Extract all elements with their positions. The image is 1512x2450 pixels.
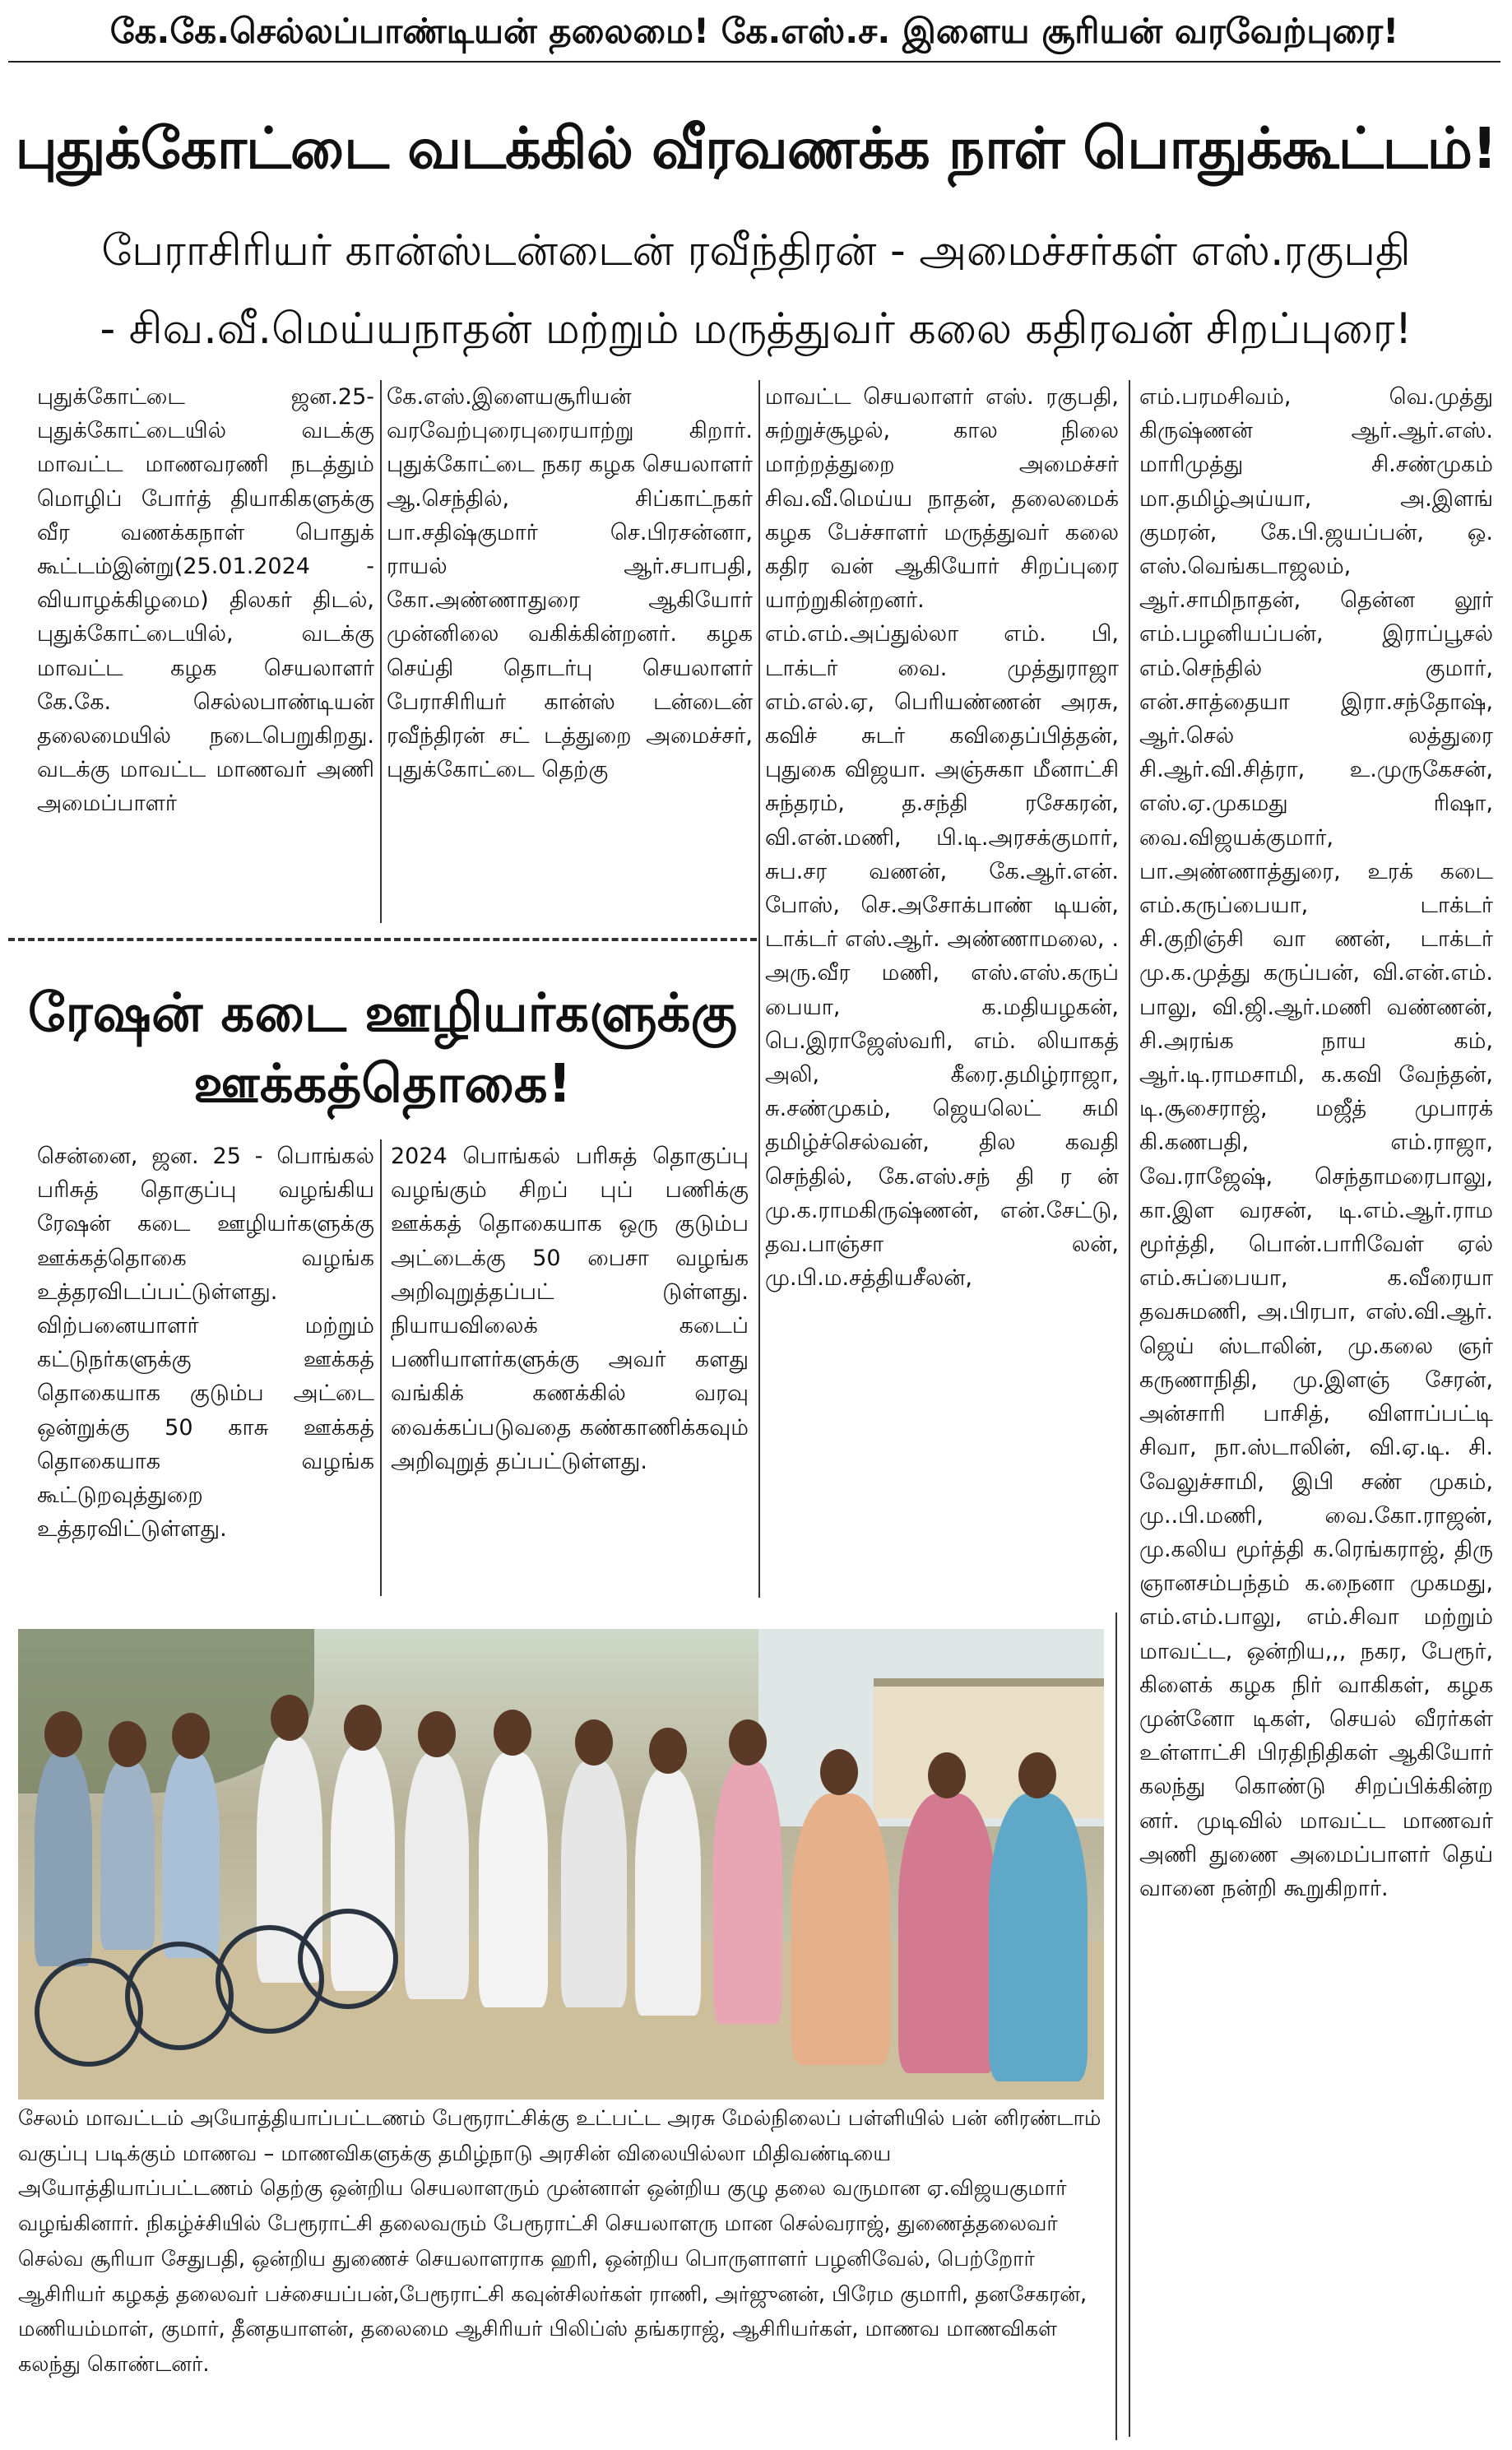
subhead-line-1: பேராசிரியர் கான்ஸ்டன்டைன் ரவீந்திரன் - அமைச்சர்கள் எஸ்.ரகுபதி: [101, 226, 1411, 276]
article1-col4: எம்.பரமசிவம், வெ.முத்து கிருஷ்ணன் ஆர்.ஆர்.எஸ். மாரிமுத்து சி.சண்முகம் மா.தமிழ்அய்யா, அ.இளங் குமரன், கே.பி.ஜயப்பன், ஒ. எஸ்.வெங்கடாஜலம், ஆர்.சாமிநாதன், தென்ன லூர் எம்.பழனியப்பன், இராப்பூசல் எம்.செந்தில் குமார், என்.சாத்தையா இரா.சந்தோஷ், ஆர்.செல் லத்துரை சி.ஆர்.வி.சித்ரா, உ.முருகேசன், எஸ்.ஏ.முகமது ரிஷா, வை.விஜயக்குமார், பா.அண்ணாத்துரை, உரக் கடை எம்.கருப்பையா, டாக்டர் சி.குறிஞ்சி வா ணன், டாக்டர் மு.க.முத்து கருப்பன், வி.என்.எம். பாலு, வி.ஜி.ஆர்.மணி வண்ணன், சி.அரங்க நாய கம், ஆர்.டி.ராமசாமி, க.கவி வேந்தன், டி.சூசைராஜ், மஜீத் முபாரக் கி.கணபதி, எம்.ராஜா, வே.ராஜேஷ், செந்தாமரைபாலு, கா.இள வரசன், டி.எம்.ஆர்.ராம மூர்த்தி, பொன்.பாரிவேள் ஏல் எம்.சுப்பையா, க.வீரையா தவசுமணி, அ.பிரபா, எஸ்.வி.ஆர். ஜெய் ஸ்டாலின், மு.கலை ஞர் கருணாநிதி, மு.இளஞ் சேரன், அன்சாரி பாசித், விளாப்பட்டி சிவா, நா.ஸ்டாலின், வி.ஏ.டி. சி. வேலுச்சாமி, இபி சண் முகம், மு..பி.மணி, வை.கோ.ராஜன், மு.கலிய மூர்த்தி க.ரெங்கராஜ், திரு ஞானசம்பந்தம் க.நைனா முகமது, எம்.எம்.பாலு, எம்.சிவா மற்றும் மாவட்ட, ஒன்றிய,,, நகர, பேரூர், கிளைக் கழக நிர் வாகிகள், கழக முன்னோ டிகள், செயல் வீரர்கள் உள்ளாட்சி பிரதிநிதிகள் ஆகியோர் கலந்து கொண்டு சிறப்பிக்கின்ற னர். முடிவில் மாவட்ட மாணவர் அணி துணை அமைப்பாளர் தெய் வானை நன்றி கூறுகிறார்.: [1139, 384, 1493, 1901]
bicycle-wheel: [298, 1909, 398, 2009]
column-rule: [380, 380, 382, 923]
photo-person-head: [820, 1749, 858, 1795]
section-separator: [8, 938, 757, 941]
photo-person: [791, 1793, 890, 2065]
subhead-line-2: - சிவ.வீ.மெய்யநாதன் மற்றும் மருத்துவர் கலை கதிரவன் சிறப்புரை!: [100, 304, 1412, 354]
photo-person-head: [729, 1719, 767, 1766]
photo-person: [35, 1752, 92, 1966]
photo-person: [561, 1761, 627, 2007]
photo-person: [162, 1752, 220, 1958]
headline: புதுக்கோட்டை வடக்கில் வீரவணக்க நாள் பொதுக்கூட்டம்!: [15, 115, 1497, 182]
photo-person-head: [928, 1752, 966, 1798]
article2-title-line2: ஊக்கத்தொகை!: [193, 1054, 572, 1115]
photo-person-head: [575, 1719, 613, 1766]
photo-person: [405, 1752, 469, 1999]
photo-building: [874, 1678, 1104, 1818]
kicker-banner: கே.கே.செல்லப்பாண்டியன் தலைமை! கே.எஸ்.ச. இளைய சூரியன் வரவேற்புரை!: [8, 5, 1500, 63]
column-rule: [758, 380, 760, 1598]
photo-person-head: [271, 1695, 308, 1741]
photo-person-head: [172, 1713, 210, 1759]
article2-col2: 2024 பொங்கல் பரிசுத் தொகுப்பு வழங்கும் சிறப் புப் பணிக்கு ஊக்கத் தொகையாக ஒரு குடும்ப அட்டைக்கு 50 பைசா வழங்க அறிவுறுத்தப்பட் டுள்ளது. நியாயவிலைக் கடைப் பணியாளர்களுக்கு அவர் களது வங்கிக் கணக்கில் வரவு வைக்கப்படுவதை கண்காணிக்கவும் அறிவுறுத் தப்பட்டுள்ளது.: [391, 1144, 749, 1474]
photo-person-head: [649, 1728, 687, 1774]
photo-person: [100, 1761, 155, 1950]
article1-col1: புதுக்கோட்டை ஜன.25- புதுக்கோட்டையில் வடக்கு மாவட்ட மாணவரணி நடத்தும் மொழிப் போர்த் தியாகிகளுக்கு வீர வணக்கநாள் பொதுக் கூட்டம்இன்று(25.01.2024 - வியாழக்கிழமை) திலகர் திடல், புதுக்கோட்டையில், வடக்கு மாவட்ட கழக செயலாளர் கே.கே. செல்லபாண்டியன் தலைமையில் நடைபெறுகிறது. வடக்கு மாவட்ட மாணவர் அணி அமைப்பாளர்: [37, 384, 374, 817]
photo-person-head: [44, 1711, 82, 1757]
photo-person-head: [418, 1711, 456, 1757]
photo-person-head: [109, 1721, 146, 1767]
photo-person-head: [344, 1705, 382, 1751]
photo-person-head: [1018, 1752, 1056, 1798]
photo-person: [989, 1793, 1088, 2081]
article1-col2: கே.எஸ்.இளையசூரியன் வரவேற்புரைபுரையாற்று கிறார். புதுக்கோட்டை நகர கழக செயலாளர் ஆ.செந்தில், சிப்காட்நகர் பா.சதிஷ்குமார் செ.பிரசன்னா, ராயல் ஆர்.சபாபதி, கோ.அண்ணாதுரை ஆகியோர் முன்னிலை வகிக்கின்றனர். கழக செய்தி தொடர்பு செயலாளர் பேராசிரியர் கான்ஸ் டன்டைன் ரவீந்திரன் சட் டத்துறை அமைச்சர், புதுக்கோட்டை தெற்கு: [387, 384, 753, 783]
photo-person-head: [494, 1710, 531, 1756]
article1-col3: மாவட்ட செயலாளர் எஸ். ரகுபதி, சுற்றுச்சூழல், கால நிலை மாற்றத்துறை அமைச்சர் சிவ.வீ.மெய்ய நாதன், தலைமைக் கழக பேச்சாளர் மருத்துவர் கலை கதிர வன் ஆகியோர் சிறப்புரை யாற்றுகின்றனர். எம்.எம்.அப்துல்லா எம். பி, டாக்டர் வை. முத்துராஜா எம்.எல்.ஏ, பெரியண்ணன் அரசு, கவிச் சுடர் கவிதைப்பித்தன், புதுகை விஜயா. அஞ்சுகா மீனாட்சி சுந்தரம், த.சந்தி ரசேகரன், வி.என்.மணி, பி.டி.அரசக்குமார், சுப.சர வணன், கே.ஆர்.என். போஸ், செ.அசோக்பாண் டியன், டாக்டர் எஸ்.ஆர். அண்ணாமலை, . அரு.வீர மணி, எஸ்.எஸ்.கருப் பையா, க.மதியழகன், பெ.இராஜேஸ்வரி, எம். லியாகத் அலி, கீரை.தமிழ்ராஜா, சு.சண்முகம், ஜெயலெட் சுமி தமிழ்ச்செல்வன், தில கவதி செந்தில், கே.எஸ்.சந் தி ர ன் மு.க.ராமகிருஷ்ணன், என்.சேட்டு, தவ.பாஞ்சா லன், மு.பி.ம.சத்தியசீலன்,: [765, 384, 1119, 1292]
article2-col1: சென்னை, ஜன. 25 - பொங்கல் பரிசுத் தொகுப்பு வழங்கிய ரேஷன் கடை ஊழியர்களுக்கு ஊக்கத்தொகை வழங்க உத்தரவிடப்பட்டுள்ளது. விற்பனையாளர் மற்றும் கட்டுநர்களுக்கு ஊக்கத் தொகையாக குடும்ப அட்டை ஒன்றுக்கு 50 காசு ஊக்கத் தொகையாக வழங்க கூட்டுறவுத்துறை உத்தரவிட்டுள்ளது.: [37, 1144, 374, 1543]
photo-person: [479, 1752, 548, 2007]
photo-person: [898, 1793, 997, 2073]
article2-title-line1: ரேஷன் கடை ஊழியர்களுக்கு: [28, 983, 737, 1044]
column-rule: [1129, 380, 1130, 2437]
photo-person: [635, 1769, 701, 2016]
column-rule: [380, 1139, 382, 1596]
news-photo: [18, 1629, 1104, 2100]
photo-person: [713, 1761, 782, 2024]
photo-caption: சேலம் மாவட்டம் அயோத்தியாப்பட்டணம் பேரூராட்சிக்கு உட்பட்ட அரசு மேல்நிலைப் பள்ளியில் பன் னிரண்டாம் வகுப்பு படிக்கும் மாணவ – மாணவிகளுக்கு தமிழ்நாடு அரசின் விலையில்லா மிதிவண்டியை அயோத்தியாப்பட்டணம் தெற்கு ஒன்றிய செயலாளரும் முன்னாள் ஒன்றிய குழு தலை வருமான ஏ.விஜயகுமார் வழங்கினார். நிகழ்ச்சியில் பேரூராட்சி தலைவரும் பேரூராட்சி செயலாளரு மான செல்வராஜ், துணைத்தலைவர் செல்வ சூரியா சேதுபதி, ஒன்றிய துணைச் செயலாளராக ஹரி, ஒன்றிய பொருளாளர் பழனிவேல், பெற்றோர் ஆசிரியர் கழகத் தலைவர் பச்சையப்பன்,பேரூராட்சி கவுன்சிலர்கள் ராணி, அர்ஜுனன், பிரேம குமாரி, தனசேகரன், மணியம்மாள், குமார், தீனதயாளன், தலைமை ஆசிரியர் பிலிப்ஸ் தங்கராஜ், ஆசிரியர்கள், மாணவ மாணவிகள் கலந்து கொண்டனர்.: [18, 2106, 1102, 2377]
